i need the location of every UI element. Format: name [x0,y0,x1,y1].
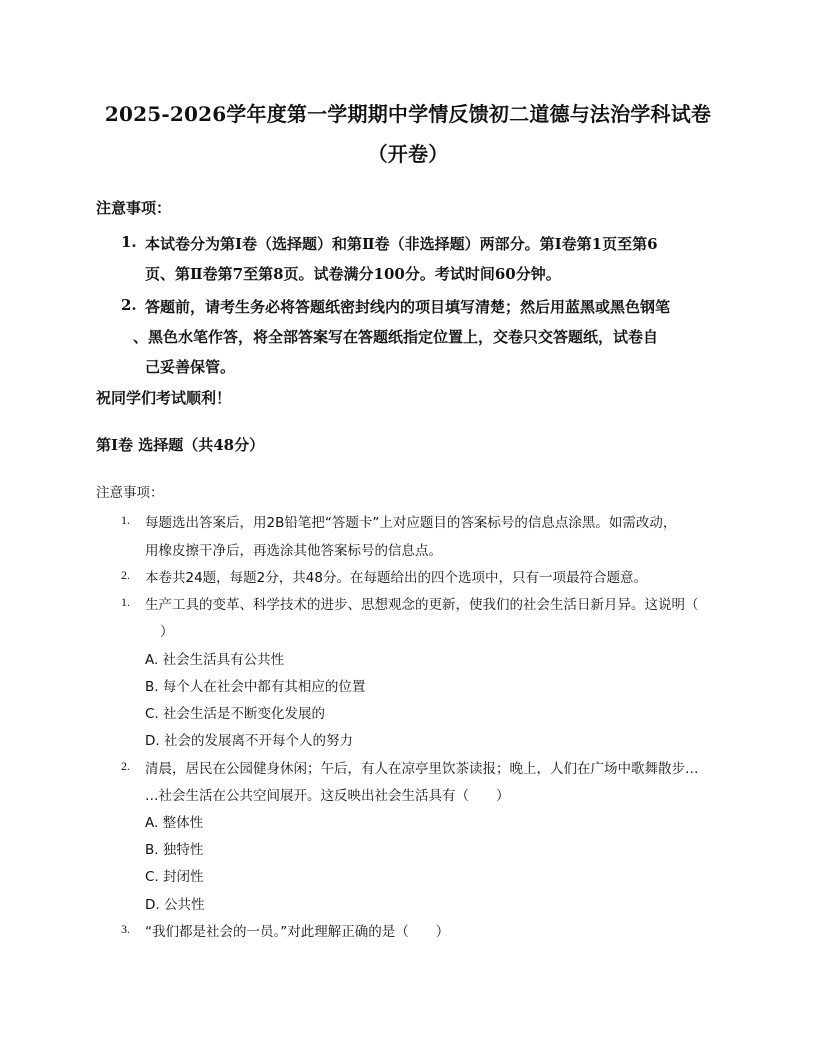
exam-wish: 祝同学们考试顺利！ [96,389,232,407]
section-heading: 第Ⅰ卷 选择题（共48分） [96,436,265,454]
notice-item-number: 1. [121,233,137,251]
answer-option: D. 公共性 [145,897,205,913]
answer-option: B. 独特性 [145,842,204,858]
answer-option: B. 每个人在社会中都有其相应的位置 [145,679,366,695]
question-text: “我们都是社会的一员。”对此理解正确的是（ ） [145,924,450,940]
section-notice-text: 用橡皮擦干净后，再选涂其他答案标号的信息点。 [145,543,442,559]
section-notice-number: 2. [121,568,130,582]
notice-item-text: 本试卷分为第Ⅰ卷（选择题）和第Ⅱ卷（非选择题）两部分。第Ⅰ卷第1页至第6 [145,235,658,253]
notice-item-number: 2. [121,296,137,314]
section-notice-text: 每题选出答案后，用2B铅笔把“答题卡”上对应题目的答案标号的信息点涂黑。如需改动， [145,515,677,531]
answer-option: A. 整体性 [145,815,204,831]
answer-option: A. 社会生活具有公共性 [145,652,285,668]
notice-item-text: 己妥善保管。 [145,358,236,376]
section-notice-text: 本卷共24题，每题2分，共48分。在每题给出的四个选项中，只有一项最符合题意。 [145,570,647,586]
notice-item-text: 、黑色水笔作答，将全部答案写在答题纸指定位置上，交卷只交答题纸，试卷自 [133,328,659,346]
answer-option: C. 封闭性 [145,869,204,885]
exam-title: 2025-2026学年度第一学期期中学情反馈初二道德与法治学科试卷 [104,102,712,126]
question-text: 生产工具的变革、科学技术的进步、思想观念的更新，使我们的社会生活日新月异。这说明（ [145,597,699,613]
question-text: ） [160,624,174,640]
question-number: 3. [121,922,130,936]
answer-option: C. 社会生活是不断变化发展的 [145,706,326,722]
exam-subtitle: （开卷） [367,142,449,166]
notice-item-text: 页、第Ⅱ卷第7至第8页。试卷满分100分。考试时间60分钟。 [145,265,561,283]
notice-item-text: 答题前，请考生务必将答题纸密封线内的项目填写清楚；然后用蓝黑或黑色钢笔 [145,298,671,316]
section-notice-heading: 注意事项： [96,485,164,501]
question-text: …社会生活在公共空间展开。这反映出社会生活具有（ ） [145,788,510,804]
question-text: 清晨，居民在公园健身休闲；午后，有人在凉亭里饮茶读报；晚上，人们在广场中歌舞散步… [145,761,699,777]
question-number: 1. [121,595,130,609]
answer-option: D. 社会的发展离不开每个人的努力 [145,733,353,749]
section-notice-number: 1. [121,513,130,527]
notice-heading: 注意事项： [96,199,172,217]
question-number: 2. [121,759,130,773]
